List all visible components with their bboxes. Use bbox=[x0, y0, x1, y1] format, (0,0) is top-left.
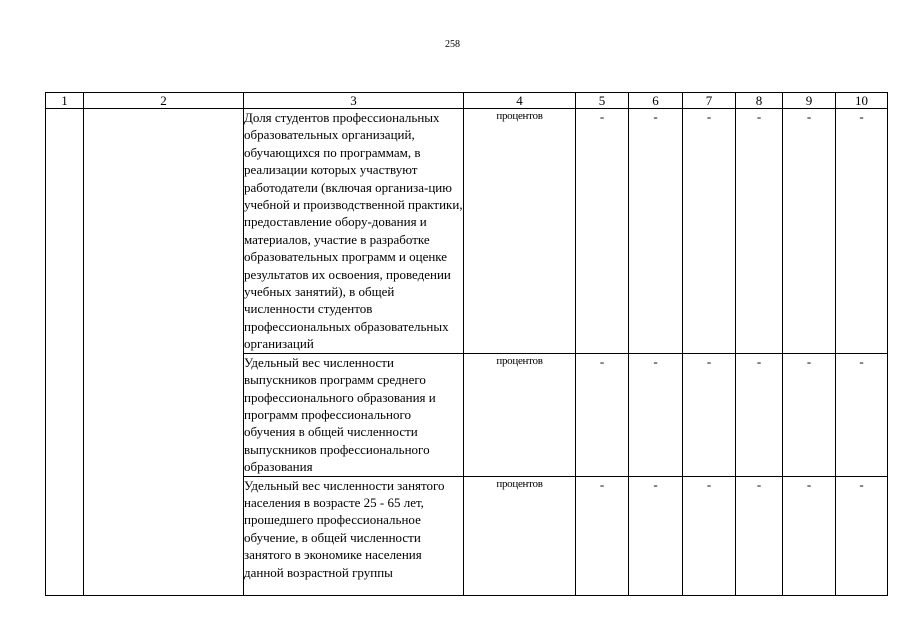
unit-cell: процентов bbox=[464, 353, 576, 476]
header-row bbox=[46, 93, 888, 109]
value-cell: - bbox=[576, 353, 629, 476]
empty-cell-col2 bbox=[84, 109, 244, 596]
value-cell: - bbox=[629, 476, 683, 595]
value-cell: - bbox=[683, 476, 736, 595]
value-cell: - bbox=[629, 353, 683, 476]
value-cell: - bbox=[836, 353, 888, 476]
page-number: 258 bbox=[445, 39, 460, 50]
indicators-table bbox=[45, 92, 888, 596]
unit-cell: процентов bbox=[464, 476, 576, 595]
value-cell: - bbox=[783, 476, 836, 595]
col-header-1: 1 bbox=[46, 93, 84, 109]
indicator-text: Удельный вес численности выпускников программ среднего профессионального образования и программ профессионального обучения в общей численности выпускников профессионального образования bbox=[244, 353, 464, 476]
col-header-6: 6 bbox=[629, 93, 683, 109]
value-cell: - bbox=[576, 109, 629, 354]
empty-cell-col1 bbox=[46, 109, 84, 596]
value-cell: - bbox=[576, 476, 629, 595]
value-cell: - bbox=[836, 109, 888, 354]
col-header-3: 3 bbox=[244, 93, 464, 109]
value-cell: - bbox=[783, 109, 836, 354]
col-header-4: 4 bbox=[464, 93, 576, 109]
value-cell: - bbox=[629, 109, 683, 354]
value-cell: - bbox=[736, 109, 783, 354]
value-cell: - bbox=[836, 476, 888, 595]
col-header-2: 2 bbox=[84, 93, 244, 109]
indicator-text: Удельный вес численности занятого населения в возрасте 25 - 65 лет, прошедшего профессиональное обучение, в общей численности занятого в экономике населения данной возрастной группы bbox=[244, 476, 464, 595]
value-cell: - bbox=[683, 353, 736, 476]
value-cell: - bbox=[683, 109, 736, 354]
col-header-8: 8 bbox=[736, 93, 783, 109]
unit-cell: процентов bbox=[464, 109, 576, 354]
col-header-5: 5 bbox=[576, 93, 629, 109]
table-row bbox=[46, 109, 888, 354]
value-cell: - bbox=[736, 476, 783, 595]
col-header-7: 7 bbox=[683, 93, 736, 109]
indicator-text: Доля студентов профессиональных образовательных организаций, обучающихся по программам, в реализации которых участвуют работодатели (включая организа-цию учебной и производственной практики, предоставление обору-дования и материалов, участие в разработке образовательных программ и оценке результатов их освоения, проведении учебных занятий), в общей численности студентов профессиональных образовательных организаций bbox=[244, 110, 463, 352]
col-header-9: 9 bbox=[783, 93, 836, 109]
value-cell: - bbox=[783, 353, 836, 476]
col-header-10: 10 bbox=[836, 93, 888, 109]
value-cell: - bbox=[736, 353, 783, 476]
